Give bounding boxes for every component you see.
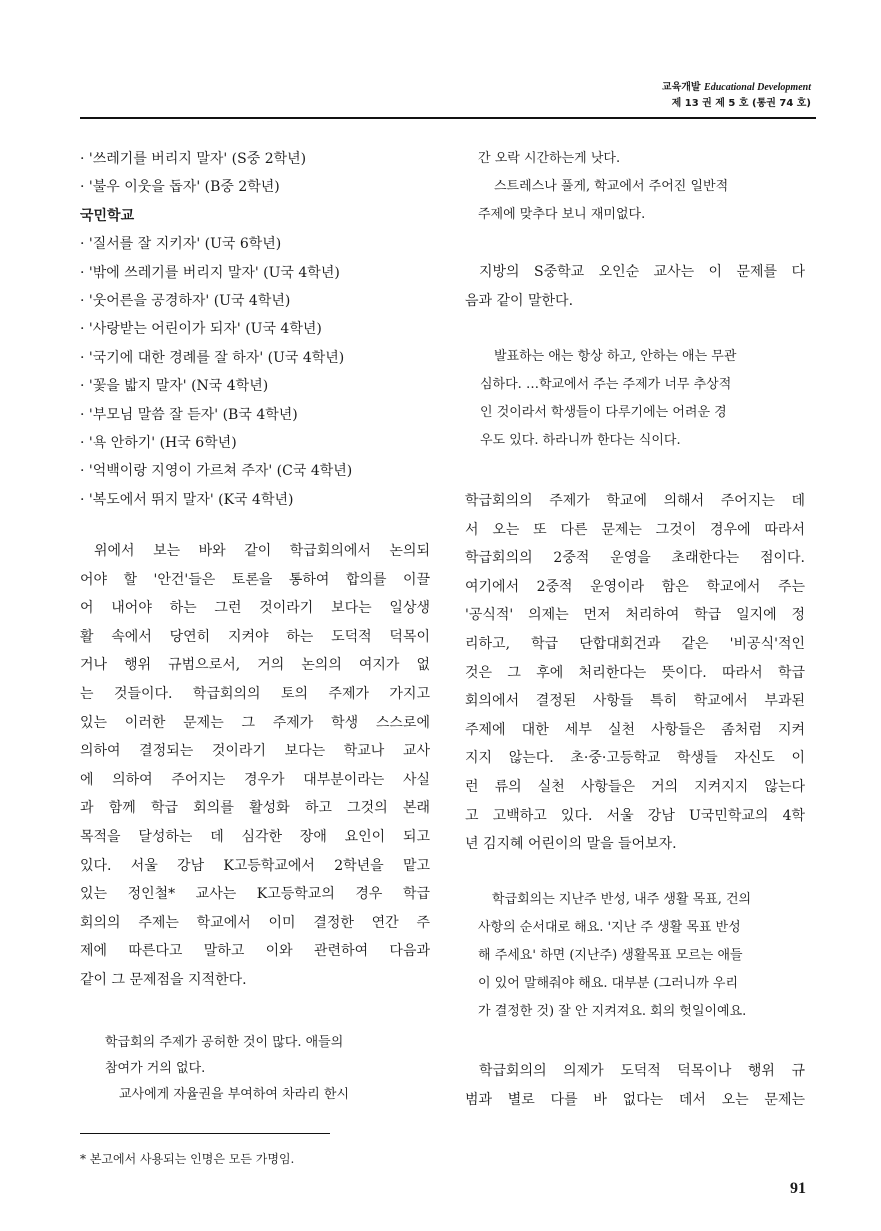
journal-header [662,80,811,112]
text-line: 어 내어야 하는 그런 것이라기 보다는 일상생 [80,600,430,617]
text-line: 범과 별로 다를 바 없다는 데서 오는 문제는 [465,1091,805,1108]
text-line: 회의에서 결정된 사항들 특히 학교에서 부과된 [465,693,805,710]
footnote-rule [80,1133,330,1134]
quote-line: 해 주세요' 하면 (지난주) 생활목표 모르는 애들 [478,948,743,963]
text-line: 리하고, 학급 단합대회건과 같은 '비공식'적인 [465,635,805,652]
left-quote [105,1030,415,1108]
text-line: 의하여 결정되는 것이라기 보다는 학교나 교사 [80,743,430,760]
quote-line: 간 오락 시간하는게 낫다. [478,151,621,166]
text-line: 지방의 S중학교 오인순 교사는 이 문제를 다 [479,264,805,280]
text-line: 있는 이러한 문제는 그 주제가 학생 스스로에 [80,714,430,731]
quote-line: 가 결정한 것) 잘 안 지켜져요. 회의 헛일이예요. [478,1004,747,1019]
list-item: · '사랑받는 어린이가 되자' (U국 4학년) [80,321,322,338]
text-line: 목적을 달성하는 데 심각한 장애 요인이 되고 [80,828,430,845]
list-item: · '복도에서 뛰지 말자' (K국 4학년) [80,491,294,508]
text-line: 학급회의의 의제가 도덕적 덕목이나 행위 규 [479,1063,805,1079]
right-body-paragraph-3 [465,1057,805,1114]
quote-line: 참여가 거의 없다. [105,1061,206,1076]
right-body-paragraph-1 [465,258,805,315]
page-number: 91 [790,1180,806,1197]
quote-line: 학급회의는 지난주 반성, 내주 생활 목표, 건의 [492,892,752,907]
quote-line: 스트레스나 풀게, 학교에서 주어진 일반적 [494,179,729,194]
quote-line: 학급회의 주제가 공허한 것이 많다. 애들의 [105,1035,344,1050]
right-quote-3 [478,886,800,1026]
list-item: · '국기에 대한 경례를 잘 하자' (U국 4학년) [80,349,345,366]
text-line: 년 김지혜 어린이의 말을 들어보자. [465,836,677,853]
list-item: · '부모님 말씀 잘 듣자' (B국 4학년) [80,406,298,423]
text-line: 같이 그 문제점을 지적한다. [80,971,247,988]
text-line: 주제에 대한 세부 실천 사항들은 좀처럼 지켜 [465,721,805,738]
footnote: * 본고에서 사용되는 인명은 모든 가명임. [80,1152,295,1166]
section-subhead: 국민학교 [80,207,135,224]
text-line: 활 속에서 당연히 지켜야 하는 도덕적 덕목이 [80,628,430,645]
quote-line: 심하다. …학교에서 주는 주제가 너무 추상적 [480,377,732,392]
text-line: '공식적' 의제는 먼저 처리하여 학급 일지에 정 [465,607,805,624]
text-line: 있다. 서울 강남 K고등학교에서 2학년을 맡고 [80,857,430,874]
text-line: 학급회의의 2중적 운영을 초래한다는 점이다. [465,550,805,567]
list-item: · '억백이랑 지영이 가르쳐 주자' (C국 4학년) [80,463,353,480]
right-quote-1 [478,145,798,229]
text-line: 제에 따른다고 말하고 이와 관련하여 다음과 [80,943,430,960]
text-line: 있는 정인철* 교사는 K고등학교의 경우 학급 [80,886,430,903]
text-line: 것은 그 후에 처리한다는 뜻이다. 따라서 학급 [465,664,805,681]
text-line: 학급회의의 주제가 학교에 의해서 주어지는 데 [465,493,805,509]
text-line: 서 오는 또 다른 문제는 그것이 경우에 따라서 [465,521,805,538]
journal-title-en: Educational Development [704,82,811,93]
list-item: · '질서를 잘 지키자' (U국 6학년) [80,236,282,253]
text-line: 음과 같이 말한다. [465,292,574,309]
text-line: 에 의하여 주어지는 경우가 대부분이라는 사실 [80,771,430,788]
text-line: 지지 않는다. 초·중·고등학교 학생들 자신도 이 [465,750,805,767]
text-line: 어야 할 '안건'들은 토론을 통하여 합의를 이끌 [80,571,430,588]
text-line: 과 함께 학급 회의를 활성화 하고 그것의 본래 [80,800,430,817]
quote-line: 우도 있다. 하라니까 한다는 식이다. [480,433,681,448]
text-line: 여기에서 2중적 운영이라 함은 학교에서 주는 [465,578,805,595]
left-bullets-a [80,145,430,514]
quote-line: 인 것이라서 학생들이 다루기에는 어려운 경 [480,405,727,420]
quote-line: 발표하는 애는 항상 하고, 안하는 애는 무관 [494,349,737,364]
right-quote-2 [480,343,798,455]
quote-line: 이 있어 말해줘야 해요. 대부분 (그러니까 우리 [478,976,739,991]
header-rule [80,117,816,119]
text-line: 런 류의 실천 사항들은 거의 지켜지지 않는다 [465,778,805,795]
right-body-paragraph-2 [465,487,805,859]
quote-line: 주제에 맞추다 보니 재미없다. [478,207,646,222]
list-item: · '웃어른을 공경하자' (U국 4학년) [80,292,291,309]
left-body-paragraph [80,537,430,995]
list-item: · '쓰레기를 버리지 말자' (S중 2학년) [80,151,307,167]
text-line: 위에서 보는 바와 같이 학급회의에서 논의되 [94,543,430,559]
list-item: · '꽃을 밟지 말자' (N국 4학년) [80,378,269,395]
list-item: · '불우 이웃을 돕자' (B중 2학년) [80,179,280,196]
quote-line: 교사에게 자율권을 부여하여 차라리 한시 [119,1087,350,1102]
text-line: 는 것들이다. 학급회의의 토의 주제가 가지고 [80,685,430,702]
text-line: 회의의 주제는 학교에서 이미 결정한 연간 주 [80,914,430,931]
quote-line: 사항의 순서대로 해요. '지난 주 생활 목표 반성 [478,920,741,935]
list-item: · '밖에 쓰레기를 버리지 말자' (U국 4학년) [80,264,340,281]
list-item: · '욕 안하기' (H국 6학년) [80,434,237,451]
text-line: 고 고백하고 있다. 서울 강남 U국민학교의 4학 [465,807,805,824]
journal-title-ko: 교육개발 [661,82,701,93]
text-line: 거나 행위 규범으로서, 거의 논의의 여지가 없 [80,657,430,674]
issue-info: 제 13 권 제 5 호 (통권 74 호) [671,98,811,109]
